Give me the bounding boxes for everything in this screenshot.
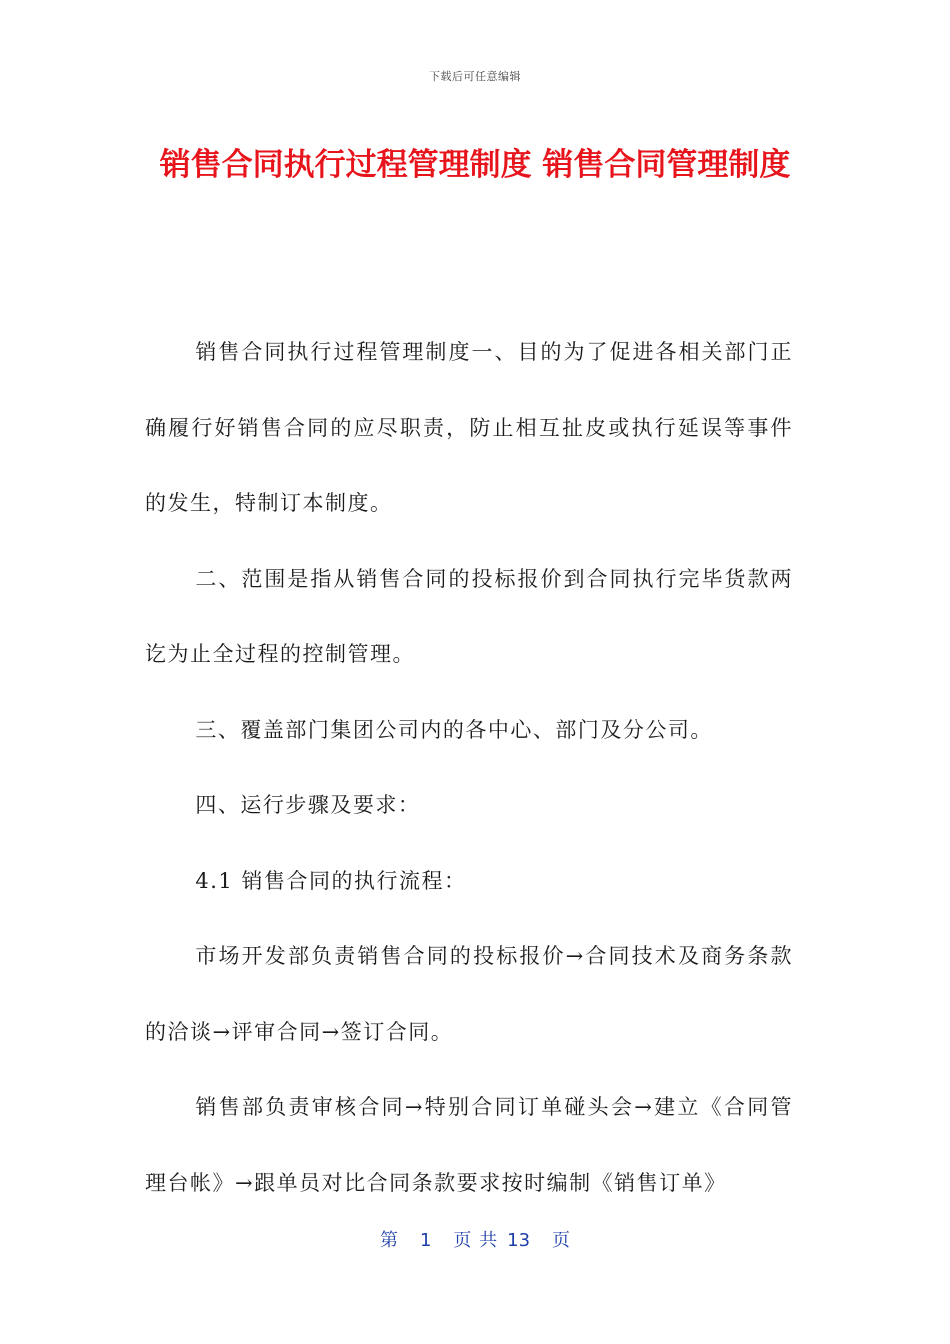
footer-total-pages: 13 bbox=[507, 1230, 531, 1251]
paragraph-sales-dept: 销售部负责审核合同→特别合同订单碰头会→建立《合同管理台帐》→跟单员对比合同条款要求按时编制《销售订单》 bbox=[145, 1095, 793, 1195]
paragraph-market-dept: 市场开发部负责销售合同的投标报价→合同技术及商务条款的洽谈→评审合同→签订合同。 bbox=[145, 944, 793, 1044]
footer-current-page: 1 bbox=[419, 1230, 432, 1251]
header-note: 下载后可任意编辑 bbox=[429, 70, 521, 83]
document-body bbox=[145, 315, 793, 1221]
footer-prefix: 第 bbox=[379, 1230, 398, 1251]
page-footer bbox=[0, 1226, 950, 1252]
paragraph-flow-heading: 4.1 销售合同的执行流程： bbox=[195, 868, 467, 893]
document-title: 销售合同执行过程管理制度 销售合同管理制度 bbox=[159, 147, 791, 183]
paragraph-purpose: 销售合同执行过程管理制度一、目的为了促进各相关部门正确履行好销售合同的应尽职责，防止相互扯皮或执行延误等事件的发生，特制订本制度。 bbox=[145, 340, 793, 515]
footer-middle: 页 共 bbox=[453, 1230, 498, 1251]
footer-suffix: 页 bbox=[552, 1230, 571, 1251]
paragraph-departments: 三、覆盖部门集团公司内的各中心、部门及分公司。 bbox=[195, 717, 713, 742]
paragraph-steps-heading: 四、运行步骤及要求： bbox=[195, 793, 421, 817]
paragraph-scope: 二、范围是指从销售合同的投标报价到合同执行完毕货款两讫为止全过程的控制管理。 bbox=[145, 566, 793, 666]
